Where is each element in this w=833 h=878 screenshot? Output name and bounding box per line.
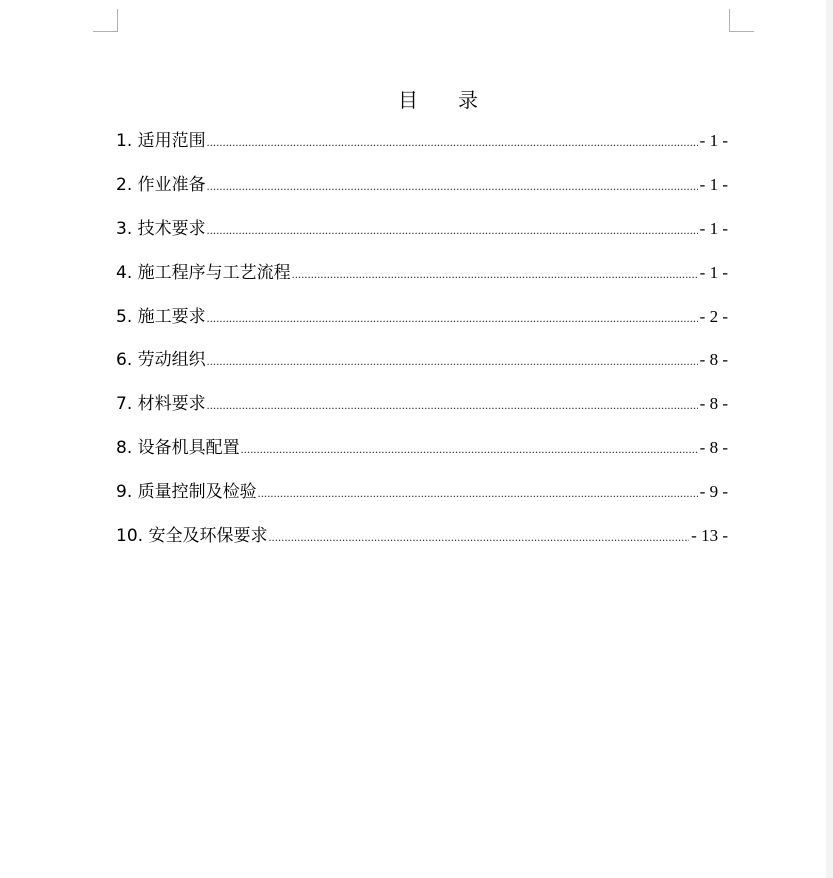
toc-entry-label: 5. 施工要求 <box>116 306 206 327</box>
toc-entry[interactable] <box>116 523 728 567</box>
toc-dot-leader <box>207 129 698 155</box>
toc-dot-leader <box>207 348 698 374</box>
page-edge <box>826 0 833 878</box>
toc-page-number: - 8 - <box>699 394 728 414</box>
toc-dot-leader <box>207 217 698 243</box>
toc-entry-label: 4. 施工程序与工艺流程 <box>116 262 291 283</box>
crop-mark-top-right <box>729 9 754 32</box>
crop-mark-top-left <box>93 9 118 32</box>
toc-page-number: - 1 - <box>699 174 728 194</box>
toc-dot-leader <box>207 173 698 199</box>
toc-entry-label: 2. 作业准备 <box>116 174 206 195</box>
toc-dot-leader <box>268 524 689 550</box>
toc-entry-label: 1. 适用范围 <box>116 131 206 151</box>
toc-page-number: - 8 - <box>699 438 728 458</box>
toc-entry[interactable] <box>116 128 728 172</box>
toc-dot-leader <box>258 480 698 506</box>
toc-entry-label: 6. 劳动组织 <box>116 350 206 371</box>
toc-entry-label: 7. 材料要求 <box>116 394 206 415</box>
toc-entry-label: 9. 质量控制及检验 <box>116 482 257 503</box>
toc-page-number: - 13 - <box>691 526 728 546</box>
toc-page-number: - 1 - <box>699 131 728 150</box>
toc-dot-leader <box>241 436 698 462</box>
toc-entry-label: 8. 设备机具配置 <box>116 438 240 459</box>
toc-entry[interactable] <box>116 216 728 260</box>
toc-entry[interactable] <box>116 391 728 435</box>
toc-dot-leader <box>207 392 698 418</box>
toc-entry[interactable] <box>116 260 728 304</box>
toc-page-number: - 8 - <box>699 350 728 370</box>
toc-entry[interactable] <box>116 435 728 479</box>
toc-entry[interactable] <box>116 304 728 348</box>
toc-page-number: - 9 - <box>699 482 728 502</box>
toc-entry[interactable] <box>116 479 728 523</box>
toc-page-number: - 2 - <box>699 306 728 326</box>
table-of-contents <box>116 128 728 567</box>
toc-entry[interactable] <box>116 347 728 391</box>
toc-dot-leader <box>292 261 698 287</box>
toc-dot-leader <box>207 305 698 331</box>
toc-page-number: - 1 - <box>699 262 728 282</box>
toc-entry-label: 10. 安全及环保要求 <box>116 526 268 547</box>
toc-title: 目 录 <box>398 88 478 112</box>
toc-entry[interactable] <box>116 172 728 216</box>
toc-page-number: - 1 - <box>699 218 728 238</box>
toc-entry-label: 3. 技术要求 <box>116 218 206 239</box>
